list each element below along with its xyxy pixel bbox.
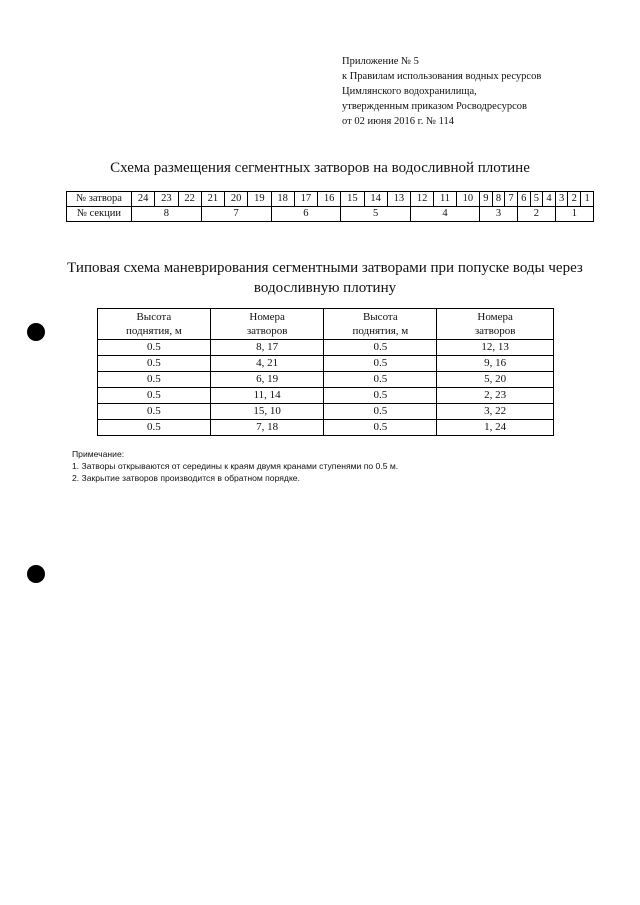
header-text: затворов [246,325,288,337]
table-cell: 0.5 [324,420,437,436]
section-number-cell: 3 [480,207,518,222]
gate-number-cell: 14 [364,192,387,207]
table-row [98,404,554,420]
gate-number-cell: 15 [341,192,364,207]
gate-number-cell: 5 [530,192,543,207]
section-number-cell: 1 [555,207,593,222]
table-row [98,340,554,356]
table-row [98,420,554,436]
gate-number-cell: 21 [201,192,224,207]
table-cell: 0.5 [98,388,211,404]
header-line: Приложение № 5 [342,56,419,67]
gate-number-cell: 13 [387,192,410,207]
section-number-cell: 6 [271,207,341,222]
table-row [98,356,554,372]
table-cell: 0.5 [98,356,211,372]
gate-number-cell: 16 [318,192,341,207]
table-cell: 12, 13 [437,340,554,356]
table-cell: 0.5 [324,388,437,404]
table-row [98,372,554,388]
header-text: Номера [249,311,285,323]
header-text: Высота [136,311,172,323]
header-text: Номера [477,311,513,323]
section-number-cell: 8 [132,207,202,222]
table-cell: 0.5 [324,356,437,372]
table-cell: 0.5 [324,340,437,356]
gate-number-cell: 20 [225,192,248,207]
punch-hole-top [27,323,45,341]
appendix-header [342,54,541,129]
note-title: Примечание: [72,449,125,459]
table-cell: 5, 20 [437,372,554,388]
header-lift-height [324,309,437,340]
gate-number-cell: 8 [492,192,505,207]
header-text: затворов [474,325,516,337]
table-cell: 1, 24 [437,420,554,436]
section-number-label: № секции [67,207,132,222]
gate-number-cell: 18 [271,192,294,207]
note-item: 2. Закрытие затворов производится в обратном порядке. [72,473,300,483]
gate-number-cell: 7 [505,192,518,207]
gate-number-cell: 24 [132,192,155,207]
header-text: Высота [362,311,398,323]
gate-number-cell: 4 [543,192,556,207]
table-cell: 0.5 [98,340,211,356]
maneuver-header-row [98,309,554,340]
header-line: Цимлянского водохранилища, [342,86,477,97]
table-cell: 0.5 [98,420,211,436]
gate-number-row [67,192,594,207]
maneuver-table [97,308,554,436]
header-line: к Правилам использования водных ресурсов [342,71,542,82]
gate-number-cell: 19 [248,192,271,207]
header-gate-numbers [210,309,324,340]
header-text: поднятия, м [352,325,409,337]
gate-number-cell: 11 [434,192,457,207]
table-cell: 8, 17 [210,340,324,356]
gate-number-cell: 6 [517,192,530,207]
gate-number-cell: 9 [480,192,493,207]
section-number-cell: 2 [517,207,555,222]
gate-number-cell: 2 [568,192,581,207]
gate-number-cell: 3 [555,192,568,207]
header-lift-height [98,309,211,340]
table-cell: 0.5 [98,404,211,420]
maneuver-scheme-title: Типовая схема маневрирования сегментными затворами при попуске воды через водосливную плотину [67,260,583,296]
table-cell: 0.5 [98,372,211,388]
gate-layout-title: Схема размещения сегментных затворов на водосливной плотине [110,160,530,176]
header-line: от 02 июня 2016 г. № 114 [342,116,454,127]
table-cell: 0.5 [324,404,437,420]
gate-number-cell: 22 [178,192,201,207]
table-cell: 7, 18 [210,420,324,436]
header-text: поднятия, м [125,325,182,337]
table-row [98,388,554,404]
section-number-cell: 4 [411,207,480,222]
note-item: 1. Затворы открываются от середины к краям двумя кранами ступенями по 0.5 м. [72,461,399,471]
gate-number-label: № затвора [67,192,132,207]
section-number-row [67,207,594,222]
gate-number-cell: 10 [456,192,479,207]
section-number-cell: 7 [201,207,271,222]
table-cell: 11, 14 [210,388,324,404]
table-cell: 0.5 [324,372,437,388]
section-number-cell: 5 [341,207,411,222]
table-cell: 3, 22 [437,404,554,420]
table-cell: 6, 19 [210,372,324,388]
gate-number-cell: 12 [411,192,434,207]
gate-number-cell: 17 [294,192,317,207]
gate-number-cell: 23 [155,192,178,207]
table-cell: 4, 21 [210,356,324,372]
table-cell: 15, 10 [210,404,324,420]
note-block [72,448,398,484]
table-cell: 9, 16 [437,356,554,372]
header-line: утвержденным приказом Росводресурсов [342,101,527,112]
gate-layout-table [66,191,594,222]
punch-hole-bottom [27,565,45,583]
gate-number-cell: 1 [581,192,594,207]
table-cell: 2, 23 [437,388,554,404]
header-gate-numbers [437,309,554,340]
